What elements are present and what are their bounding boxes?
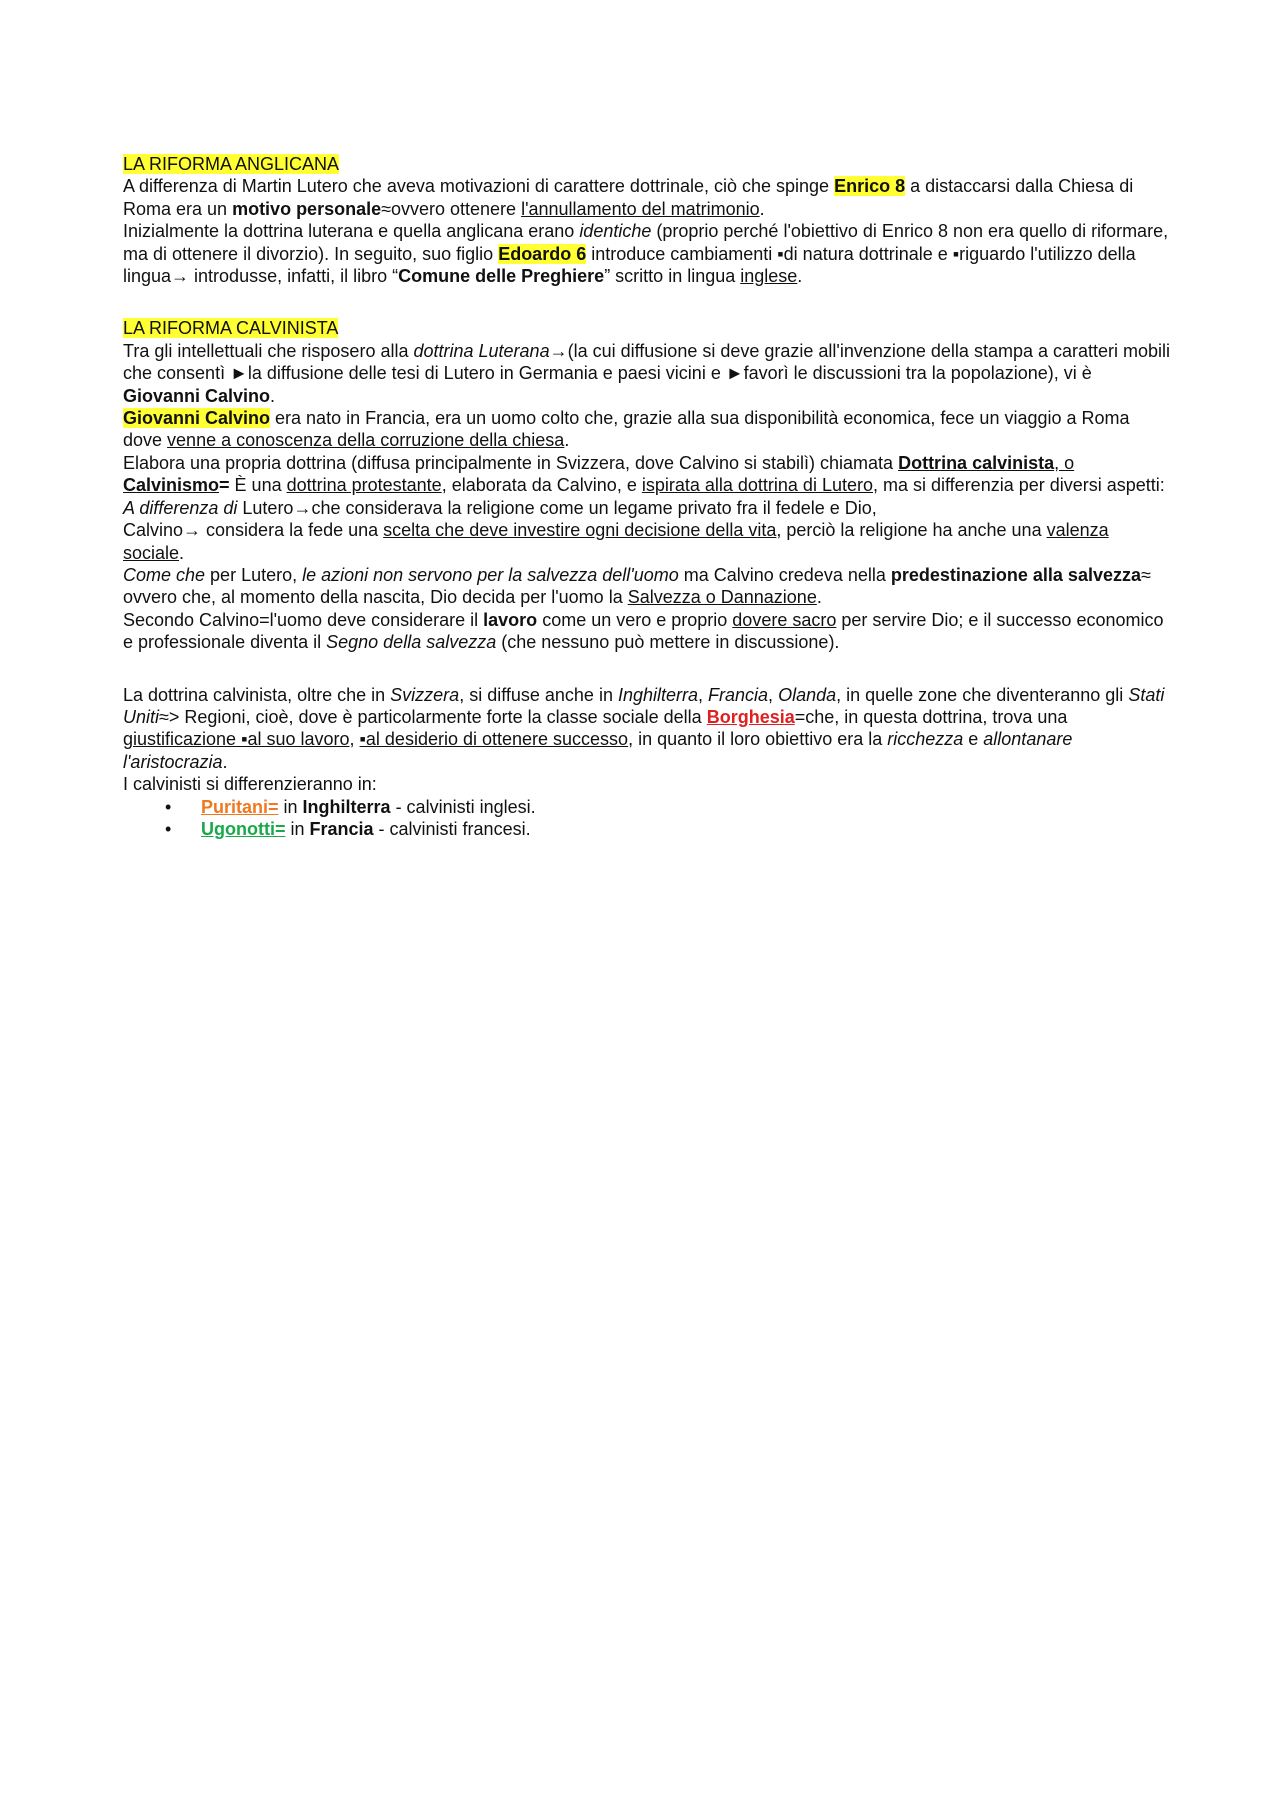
paragraph-calvinista-4: A differenza di Lutero→che considerava la religione come un legame privato fra il fedele e Dio, [123, 497, 877, 518]
bullet-icon: • [165, 818, 172, 839]
spacer [123, 654, 1173, 684]
heading-anglicana: LA RIFORMA ANGLICANA [123, 154, 340, 174]
spacer [123, 287, 1173, 317]
bullet-icon: • [165, 796, 172, 817]
paragraph-calvinista-1: Tra gli intellettuali che risposero alla dottrina Luterana→(la cui diffusione si deve grazie all'invenzione della stampa a caratteri mobili che consentì ►la diffusione delle tesi di Lutero in Germania e paesi vicini e ►favorì le discussioni tra la popolazione), vi è Giovanni Calvino. [123, 340, 1171, 406]
heading-calvinista: LA RIFORMA CALVINISTA [123, 318, 339, 339]
paragraph-calvinista-2: Giovanni Calvino era nato in Francia, era un uomo colto che, grazie alla sua disponibilità economica, fece un viaggio a Roma dove venne a conoscenza della corruzione della chiesa. [123, 408, 1130, 451]
paragraph-calvinista-7: Secondo Calvino=l'uomo deve considerare il lavoro come un vero e proprio dovere sacro per servire Dio; e il successo economico e professionale diventa il Segno della salvezza (che nessuno può mettere in discussione). [123, 609, 1164, 653]
calvinisti-list [123, 796, 1173, 841]
list-item: • Ugonotti= in Francia - calvinisti francesi. [165, 818, 531, 839]
paragraph-differenze: I calvinisti si differenzieranno in: [123, 774, 377, 795]
paragraph-anglicana-2: Inizialmente la dottrina luterana e quella anglicana erano identiche (proprio perché l'obiettivo di Enrico 8 non era quello di riformare, ma di ottenere il divorzio). In seguito, suo figlio Edoardo 6 introduce cambiamenti ▪di natura dottrinale e ▪riguardo l'utilizzo della lingua→ introdusse, infatti, il libro “Comune delle Preghiere” scritto in lingua inglese. [123, 221, 1169, 287]
paragraph-anglicana-1: A differenza di Martin Lutero che aveva motivazioni di carattere dottrinale, ciò che spinge Enrico 8 a distaccarsi dalla Chiesa di Roma era un motivo personale≈ovvero ottenere l'annullamento del matrimonio. [123, 176, 1134, 219]
paragraph-calvinista-5: Calvino→ considera la fede una scelta che deve investire ogni decisione della vita, perciò la religione ha anche una valenza sociale. [123, 520, 1109, 563]
document-page [123, 153, 1173, 840]
paragraph-calvinista-3: Elabora una propria dottrina (diffusa principalmente in Svizzera, dove Calvino si stabilì) chiamata Dottrina calvinista, o Calvinismo= È una dottrina protestante, elaborata da Calvino, e ispirata alla dottrina di Lutero, ma si differenzia per diversi aspetti: [123, 452, 1165, 496]
paragraph-calvinista-6: Come che per Lutero, le azioni non servono per la salvezza dell'uomo ma Calvino credeva nella predestinazione alla salvezza≈ ovvero che, al momento della nascita, Dio decida per l'uomo la Salvezza o Dannazione. [123, 564, 1151, 608]
list-item: • Puritani= in Inghilterra - calvinisti inglesi. [165, 796, 536, 817]
paragraph-diffusione: La dottrina calvinista, oltre che in Svizzera, si diffuse anche in Inghilterra, Francia, Olanda, in quelle zone che diventeranno gli Stati Uniti≈> Regioni, cioè, dove è particolarmente forte la classe sociale della Borghesia=che, in questa dottrina, trova una giustificazione ▪al suo lavoro, ▪al desiderio di ottenere successo, in quanto il loro obiettivo era la ricchezza e allontanare l'aristocrazia. [123, 684, 1165, 772]
